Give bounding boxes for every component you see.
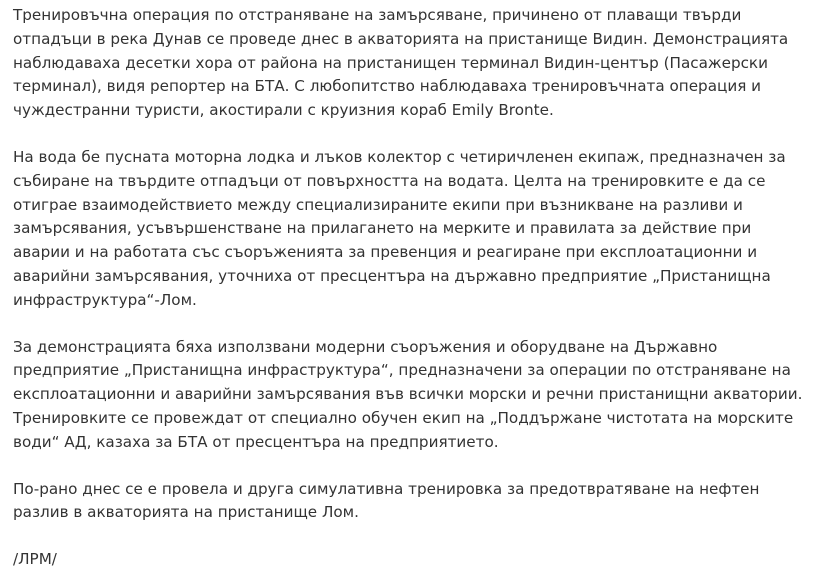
- article-paragraph-4: По-рано днес се е провела и друга симулативна тренировка за предотвратяване на нефтен разлив в акваторията на пристанище Лом.: [13, 479, 760, 522]
- article-paragraph-3: За демонстрацията бяха използвани модерни съоръжения и оборудване на Държавно предприятие „Пристанищна инфраструктура“, предназначени за операции по отстраняване на експлоатационни и аварийни замърсявания във всички морски и речни пристанищни акватории. Тренировките се провеждат от специално обучен екип на „Поддържане чистотата на морските води“ АД, казаха за БТА от пресцентъра на предприятието.: [13, 337, 803, 451]
- article-body: [13, 4, 809, 572]
- article-paragraph-2: На вода бе пусната моторна лодка и лъков колектор с четиричленен екипаж, предназначен за събиране на твърдите отпадъци от повърхността на водата. Целта на тренировките е да се отиграе взаимодействието между специализираните екипи при възникване на разливи и замърсявания, усъвършенстване на прилагането на мерките и правилата за действие при аварии и на работата със съоръженията за превенция и реагиране при експлоатационни и аварийни замърсявания, уточниха от пресцентъра на държавно предприятие „Пристанищна инфраструктура“-Лом.: [13, 147, 786, 309]
- article-paragraph-1: Тренировъчна операция по отстраняване на замърсяване, причинено от плаващи твърди отпадъци в река Дунав се проведе днес в акваторията на пристанище Видин. Демонстрацията наблюдаваха десетки хора от района на пристанищен терминал Видин-център (Пасажерски терминал), видя репортер на БТА. С любопитство наблюдаваха тренировъчната операция и чуждестранни туристи, акостирали с круизния кораб Emily Bronte.: [13, 6, 789, 120]
- author-signature: /ЛРМ/: [13, 550, 57, 569]
